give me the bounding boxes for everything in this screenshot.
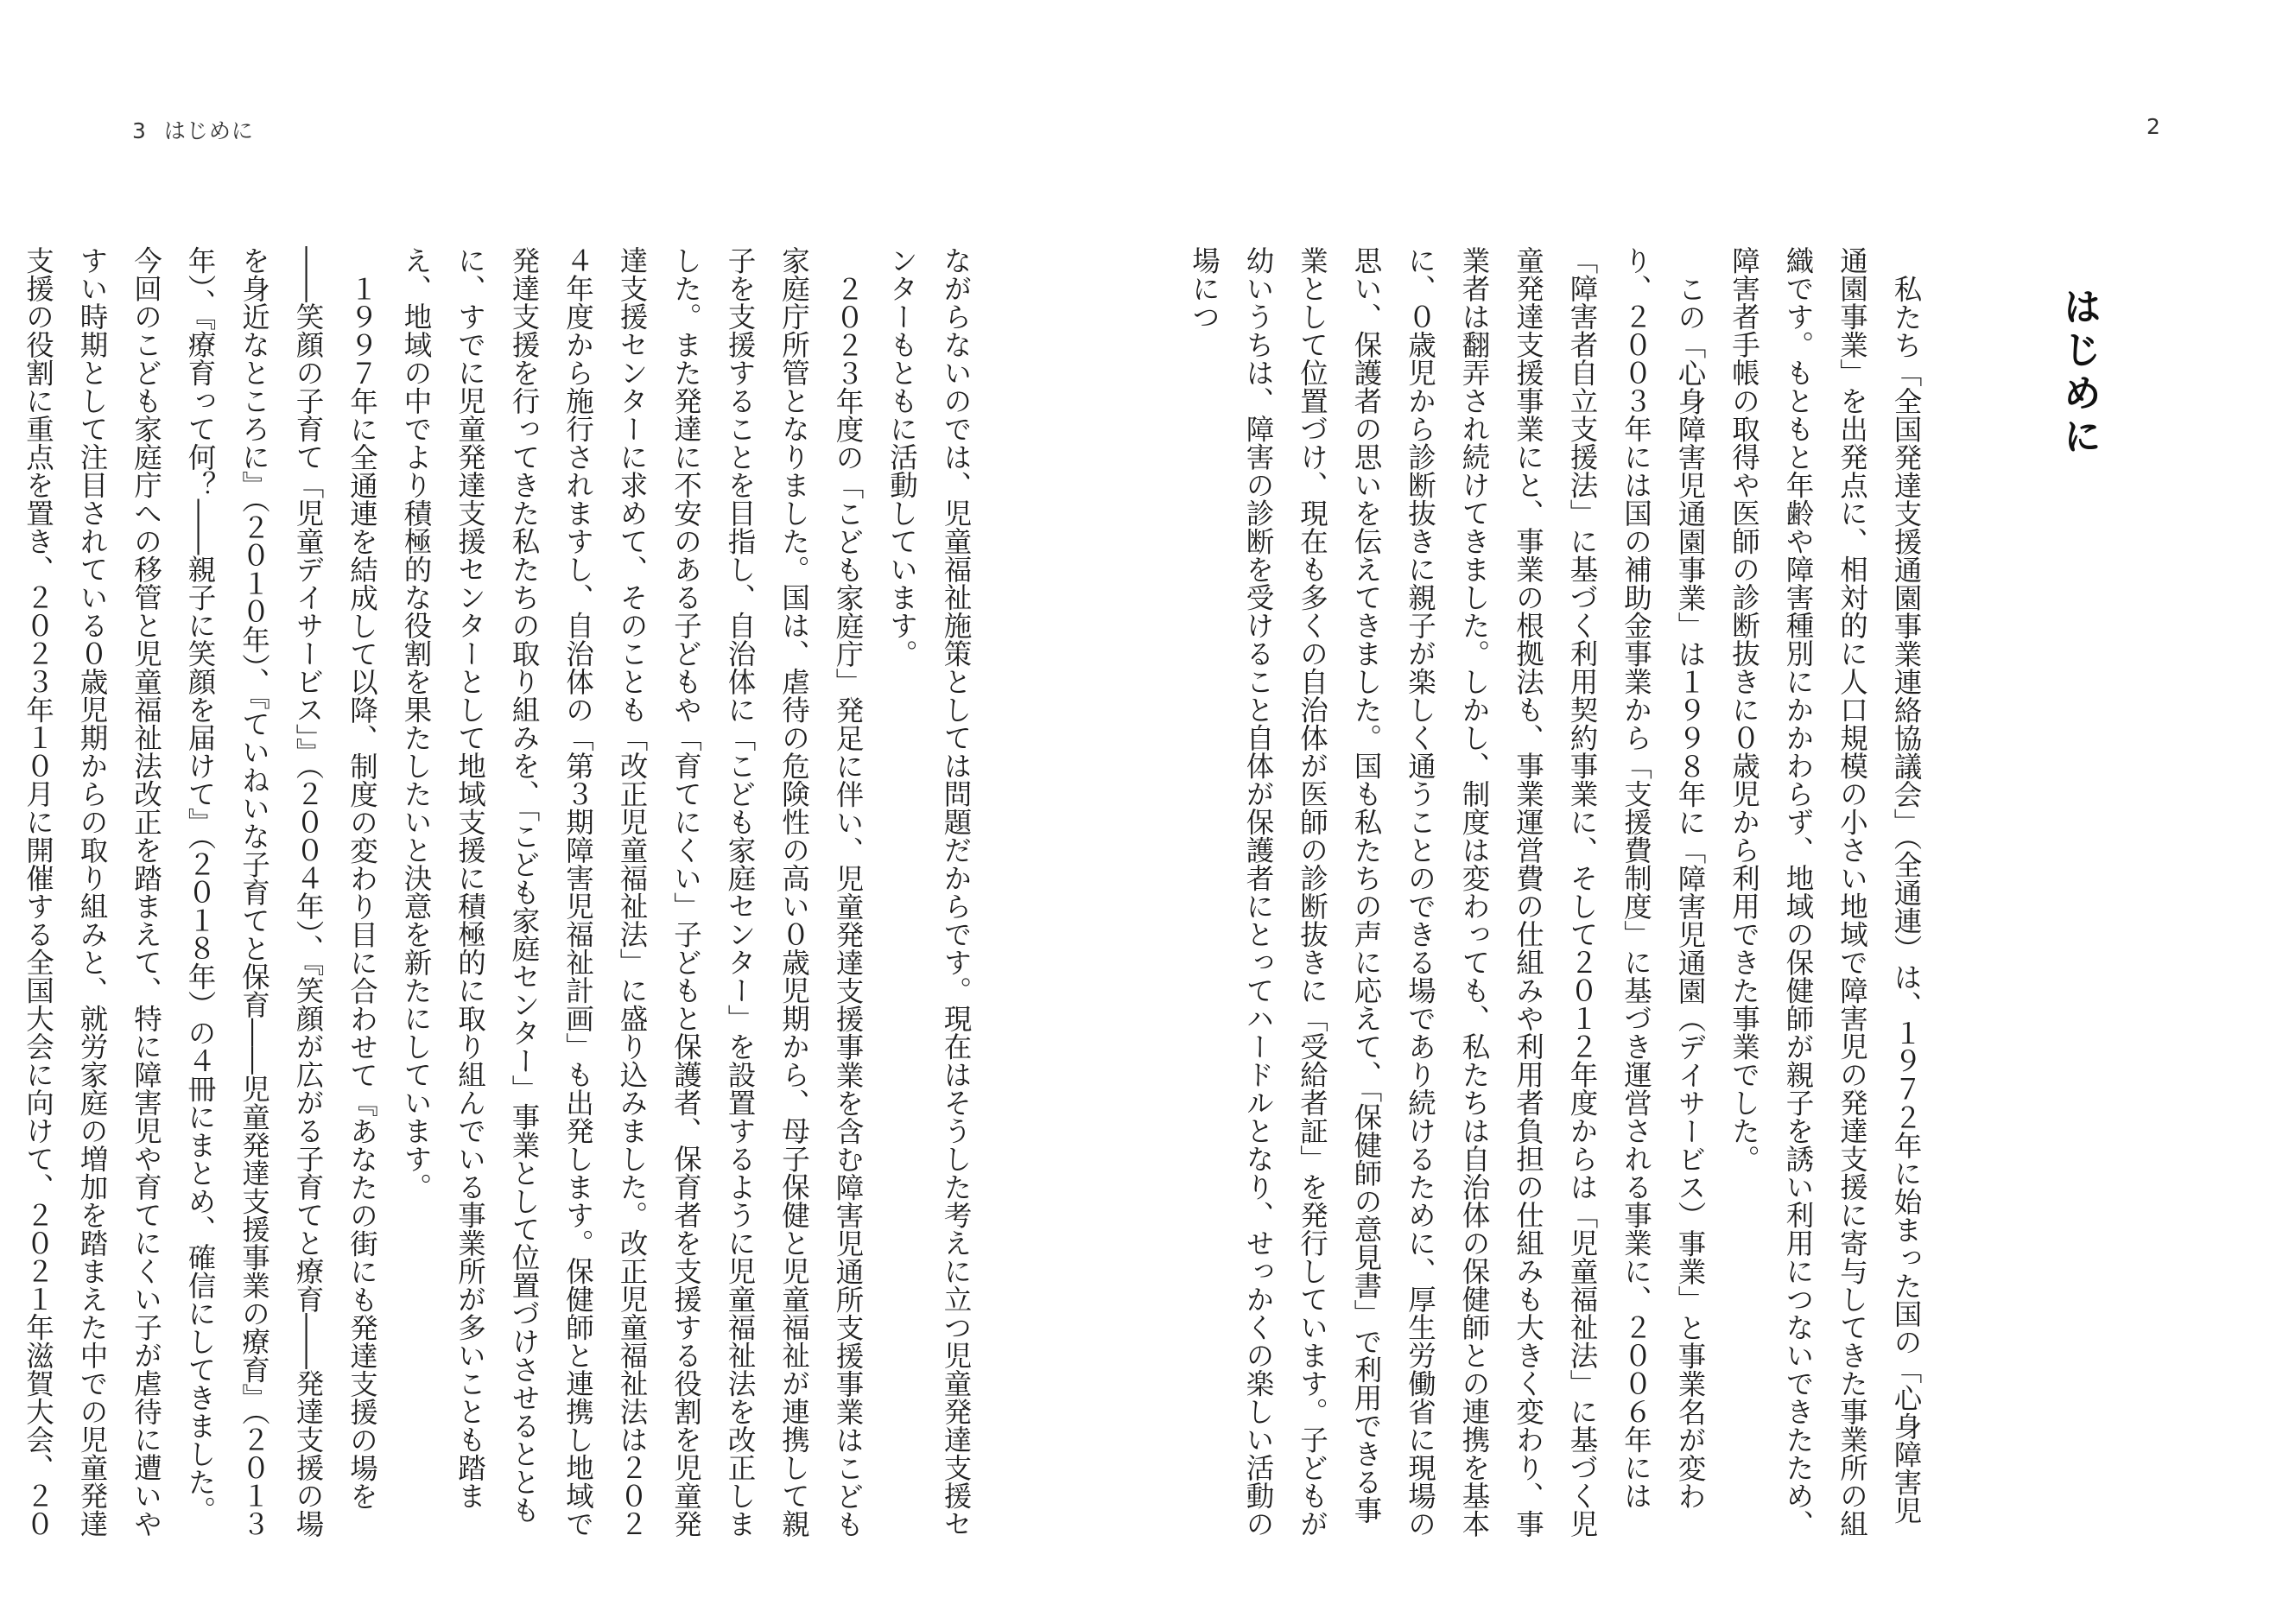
left-page-number: 3: [132, 118, 147, 143]
chapter-title: はじめに: [2057, 287, 2101, 460]
right-paragraph-1: 私たち「全国発達支援通園事業連絡協議会」（全通連）は、１９７２年に始まった国の「心身障害児通園事業」を出発点に、相対的に人口規模の小さい地域で障害児の発達支援に寄与してきた事業所の組織です。もともと年齢や障害種別にかかわらず、地域の保健師が親子を誘い利用につないできたため、障害者手帳の取得や医師の診断抜きに０歳児から利用できた事業でした。: [1728, 246, 1923, 1538]
right-page-body: [1188, 246, 1933, 1546]
left-paragraph-2: ２０２３年度の「こども家庭庁」発足に伴い、児童発達支援事業を含む障害児通所支援事業はこども家庭庁所管となりました。国は、虐待の危険性の高い０歳児期から、母子保健と児童福祉が連携して親子を支援することを目指し、自治体に「こども家庭センター」を設置するように児童福祉法を改正しました。また発達に不安のある子どもや「育てにくい」子どもと保護者、保育者を支援する役割を児童発達支援センターに求めて、そのことも「改正児童福祉法」に盛り込みました。改正児童福祉法は２０２４年度から施行されますし、自治体の「第３期障害児福祉計画」も出発します。保健師と連携し地域で発達支援を行ってきた私たちの取り組みを、「こども家庭センター」事業として位置づけさせるとともに、すでに児童発達支援センターとして地域支援に積極的に取り組んでいる事業所が多いことも踏まえ、地域の中でより積極的な役割を果たしたいと決意を新たにしています。: [400, 246, 865, 1538]
right-paragraph-2: この「心身障害児通園事業」は１９９８年に「障害児通園（デイサービス）事業」と事業名が変わり、２００３年には国の補助金事業から「支援費制度」に基づき運営される事業に、２００６年には「障害者自立支援法」に基づく利用契約事業に、そして２０１２年度からは「児童福祉法」に基づく児童発達支援事業にと、事業の根拠法も、事業運営費の仕組みや利用者負担の仕組みも大きく変わり、事業者は翻弄され続けてきました。しかし、制度は変わっても、私たちは自治体の保健師との連携を基本に、０歳児から診断抜きに親子が楽しく通うことのできる場であり続けるために、厚生労働省に現場の思い、保護者の思いを伝えてきました。国も私たちの声に応えて、「保健師の意見書」で利用できる事業として位置づけ、現在も多くの自治体が医師の診断抜きに「受給者証」を発行しています。子どもが幼いうちは、障害の診断を受けること自体が保護者にとってハードルとなり、せっかくの楽しい活動の場につ: [1188, 246, 1707, 1538]
left-running-head: [132, 114, 254, 145]
left-page-body: [22, 246, 983, 1546]
right-page-number: 2: [2146, 114, 2161, 139]
left-paragraph-1: ながらないのでは、児童福祉施策としては問題だからです。現在はそうした考えに立つ児童発達支援センターもともに活動しています。: [885, 246, 973, 1538]
left-paragraph-3: １９９７年に全通連を結成して以降、制度の変わり目に合わせて『あなたの街にも発達支援の場を――笑顔の子育て「児童デイサービス」』（２００４年）、『笑顔が広がる子育てと療育――発達支援の場を身近なところに』（２０１０年）、『ていねいな子育てと保育――児童発達支援事業の療育』（２０１３年）、『療育って何？――親子に笑顔を届けて』（２０１８年）の４冊にまとめ、確信にしてきました。今回のこども家庭庁への移管と児童福祉法改正を踏まえて、特に障害児や育てにくい子が虐待に遭いやすい時期として注目されている０歳児期からの取り組みと、就労家庭の増加を踏まえた中での児童発達支援の役割に重点を置き、２０２３年１０月に開催する全国大会に向けて、２０２１年滋賀大会、２０: [22, 246, 379, 1538]
left-running-head-title: はじめに: [163, 118, 254, 143]
